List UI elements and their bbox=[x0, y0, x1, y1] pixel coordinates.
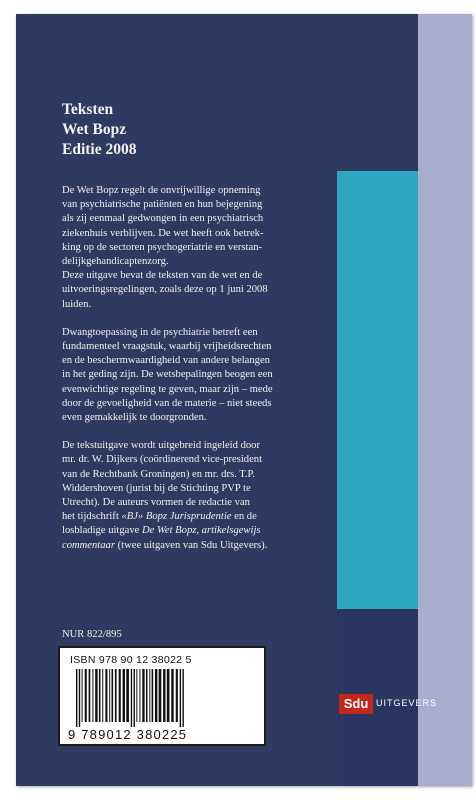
barcode-bar bbox=[82, 669, 83, 722]
text-line: delijkgehandicaptenzorg. bbox=[62, 256, 169, 268]
title-line-3: Editie 2008 bbox=[62, 141, 137, 158]
paragraph-2 bbox=[62, 326, 338, 425]
text-line: in het geding zijn. De wetsbepalingen beogen een bbox=[62, 369, 273, 381]
text-line: uitvoeringsregelingen, zoals deze op 1 juni 2008 bbox=[62, 284, 268, 296]
barcode-bar bbox=[105, 669, 107, 722]
barcode-bar bbox=[126, 669, 129, 722]
text-line: en de beschermwaardigheid van andere belangen bbox=[62, 355, 270, 367]
text-line: evenwichtige regeling te geven, maar zijn – mede bbox=[62, 383, 273, 395]
barcode-bar bbox=[115, 669, 117, 722]
text-line: king op de sectoren psychogeriatrie en verstan- bbox=[62, 241, 263, 253]
barcode-bar bbox=[119, 669, 121, 722]
text-line: als zij eenmaal gedwongen in een psychiatrisch bbox=[62, 213, 264, 225]
barcode-bar bbox=[171, 669, 173, 722]
barcode-bar bbox=[163, 669, 165, 722]
text-line: luiden. bbox=[62, 298, 92, 310]
barcode-bar bbox=[155, 669, 157, 722]
text-line bbox=[62, 524, 338, 538]
text-line: Utrecht). De auteurs vormen de redactie van bbox=[62, 497, 250, 509]
text-line: Dwangtoepassing in de psychiatrie betreft een bbox=[62, 326, 258, 338]
text-line bbox=[62, 539, 338, 553]
barcode-bar bbox=[182, 669, 183, 727]
text-line: door de gevoeligheid van de materie – niet steeds bbox=[62, 397, 272, 409]
publication-title: De Wet Bopz, artikelsgewijs bbox=[142, 525, 261, 537]
barcode-bar bbox=[95, 669, 97, 722]
barcode-bar bbox=[167, 669, 170, 722]
text-line: van de Rechtbank Groningen) en mr. drs. T.P. bbox=[62, 468, 255, 480]
paragraph-1 bbox=[62, 184, 338, 312]
barcode-bar bbox=[142, 669, 144, 722]
text-line: van psychiatrische patiënten en hun bejegening bbox=[62, 199, 263, 211]
barcode-bars bbox=[74, 669, 254, 727]
text-line: De tekstuitgave wordt uitgebreid ingeleid door bbox=[62, 440, 260, 452]
barcode-bar bbox=[131, 669, 132, 727]
barcode-bar bbox=[112, 669, 114, 722]
barcode-block bbox=[58, 646, 266, 746]
text-segment: en de bbox=[231, 511, 257, 523]
barcode-bar bbox=[99, 669, 101, 722]
title-line-1: Teksten bbox=[62, 101, 114, 118]
text-segment: (twee uitgaven van Sdu Uitgevers). bbox=[114, 539, 268, 551]
barcode-bar bbox=[123, 669, 125, 722]
barcode-bar bbox=[109, 669, 110, 722]
barcode-bar bbox=[102, 669, 103, 722]
barcode-bar bbox=[152, 669, 154, 722]
barcode-bar bbox=[136, 669, 137, 722]
text-line: mr. dr. W. Dijkers (coördinerend vice-president bbox=[62, 454, 263, 466]
journal-title: «BJ» Bopz Jurisprudentie bbox=[121, 511, 232, 523]
lavender-edge-strip bbox=[418, 14, 472, 786]
text-line: even gemakkelijk te doorgronden. bbox=[62, 412, 207, 424]
book-title bbox=[62, 100, 137, 160]
text-line: De Wet Bopz regelt de onvrijwillige opneming bbox=[62, 185, 261, 196]
text-segment: losbladige uitgave bbox=[62, 525, 143, 537]
blurb-text bbox=[62, 184, 338, 567]
nur-code: NUR 822/895 bbox=[62, 629, 122, 640]
barcode-bar bbox=[76, 669, 77, 727]
barcode-bar bbox=[89, 669, 91, 722]
publication-title: commentaar bbox=[62, 539, 115, 551]
barcode-bar bbox=[134, 669, 135, 727]
text-line: Widdershoven (jurist bij de Stichting PVP te bbox=[62, 482, 251, 494]
teal-color-panel bbox=[337, 171, 418, 609]
barcode-bar bbox=[146, 669, 148, 722]
barcode-bar bbox=[180, 669, 181, 727]
text-line bbox=[62, 510, 338, 524]
barcode-bar bbox=[79, 669, 80, 727]
barcode-bar bbox=[149, 669, 150, 722]
paragraph-3 bbox=[62, 439, 338, 553]
sdu-logo-mark: Sdu bbox=[339, 694, 373, 714]
isbn-label: ISBN 978 90 12 38022 5 bbox=[70, 654, 192, 666]
barcode-bar bbox=[92, 669, 93, 722]
barcode-bar bbox=[159, 669, 162, 722]
publisher-name: UITGEVERS bbox=[376, 698, 438, 708]
barcode-bar bbox=[176, 669, 178, 722]
text-line: Deze uitgave bevat de teksten van de wet en de bbox=[62, 270, 263, 282]
barcode-bar bbox=[139, 669, 140, 722]
barcode-bar bbox=[85, 669, 87, 722]
text-line: fundamenteel vraagstuk, waarbij vrijheidsrechten bbox=[62, 341, 272, 353]
text-segment: het tijdschrift bbox=[62, 511, 122, 523]
publisher-logo bbox=[337, 692, 438, 716]
ean-digits: 9 789012 380225 bbox=[68, 727, 188, 742]
title-line-2: Wet Bopz bbox=[62, 121, 127, 138]
text-line: ziekenhuis verblijven. De wet heeft ook betrek- bbox=[62, 227, 264, 239]
